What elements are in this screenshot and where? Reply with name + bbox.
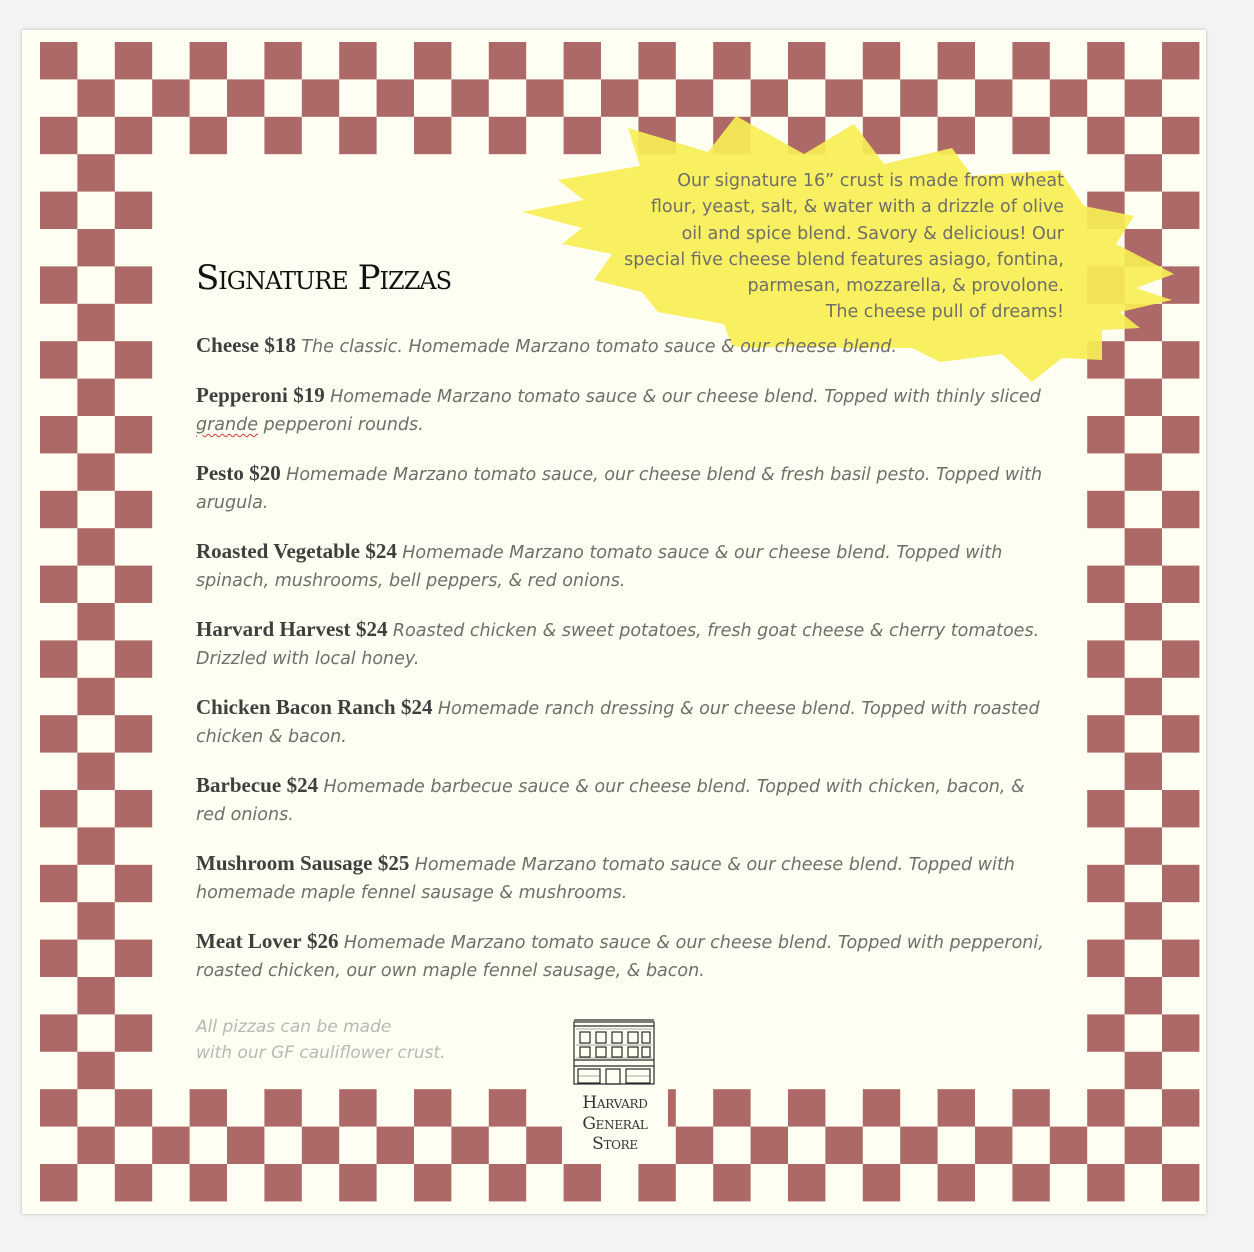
crust-description: Our signature 16” crust is made from wheat flour, yeast, salt, & water with a drizzle of olive oil and spice blend. Savory & delicious! Our special five cheese blend features asiago, fontina, parmesan, mozzarella, & provolone. The cheese pull of dreams!	[624, 171, 1064, 323]
item-description: Homemade Marzano tomato sauce & our cheese blend. Topped with spinach, mushrooms, bell peppers, & red onions.	[196, 542, 1003, 591]
item-price: $18	[264, 333, 296, 357]
gluten-free-note: All pizzas can be made with our GF cauliflower crust.	[196, 1017, 446, 1063]
item-price: $25	[377, 850, 410, 875]
store-logo: Harvard General Store	[582, 1093, 648, 1154]
item-price: $24	[286, 772, 319, 797]
page-title: Signature Pizzas	[196, 258, 452, 298]
item-description: Homemade ranch dressing & our cheese blend. Topped with roasted chicken & bacon.	[196, 698, 1040, 747]
item-price: $24	[365, 538, 397, 563]
pizza-menu-list	[196, 332, 1056, 1006]
menu-item-meat-lover	[196, 928, 1056, 986]
item-name: Meat Lover	[196, 928, 302, 953]
item-description: Roasted chicken & sweet potatoes, fresh goat cheese & cherry tomatoes. Drizzled with local honey.	[196, 620, 1040, 669]
item-price: $26	[306, 928, 339, 953]
menu-item-pesto	[196, 460, 1056, 518]
spellcheck-flagged-word[interactable]: grande	[196, 415, 258, 435]
item-description: Homemade Marzano tomato sauce & our cheese blend. Topped with homemade maple fennel sausage & mushrooms.	[196, 854, 1015, 903]
item-price: $19	[293, 382, 325, 407]
item-description: Homemade Marzano tomato sauce & our cheese blend. Topped with thinly sliced grande pepperoni rounds.	[196, 386, 1041, 435]
item-description: Homemade Marzano tomato sauce, our cheese blend & fresh basil pesto. Topped with arugula.	[196, 464, 1043, 513]
menu-page	[22, 30, 1206, 1214]
menu-item-barbecue	[196, 772, 1056, 830]
item-name: Pesto	[196, 460, 244, 485]
item-name: Pepperoni	[196, 382, 288, 407]
item-name: Roasted Vegetable	[196, 538, 360, 563]
item-name: Barbecue	[196, 772, 282, 797]
item-name: Harvard Harvest	[196, 616, 351, 641]
item-description: Homemade barbecue sauce & our cheese blend. Topped with chicken, bacon, & red onions.	[196, 776, 1025, 825]
menu-item-pepperoni	[196, 382, 1056, 440]
item-description: Homemade Marzano tomato sauce & our cheese blend. Topped with pepperoni, roasted chicken, our own maple fennel sausage, & bacon.	[196, 932, 1044, 981]
menu-item-cheese	[196, 332, 1056, 362]
item-description: The classic. Homemade Marzano tomato sauce & our cheese blend.	[301, 337, 897, 357]
item-price: $20	[249, 460, 281, 485]
item-name: Cheese	[196, 333, 259, 357]
menu-item-harvard-harvest	[196, 616, 1056, 674]
menu-item-mushroom-sausage	[196, 850, 1056, 908]
item-name: Chicken Bacon Ranch	[196, 694, 396, 719]
menu-item-roasted-vegetable	[196, 538, 1056, 596]
menu-item-chicken-bacon-ranch	[196, 694, 1056, 752]
item-price: $24	[355, 616, 388, 641]
item-price: $24	[400, 694, 433, 719]
item-name: Mushroom Sausage	[196, 850, 373, 875]
building-sketch-icon	[572, 1016, 658, 1086]
